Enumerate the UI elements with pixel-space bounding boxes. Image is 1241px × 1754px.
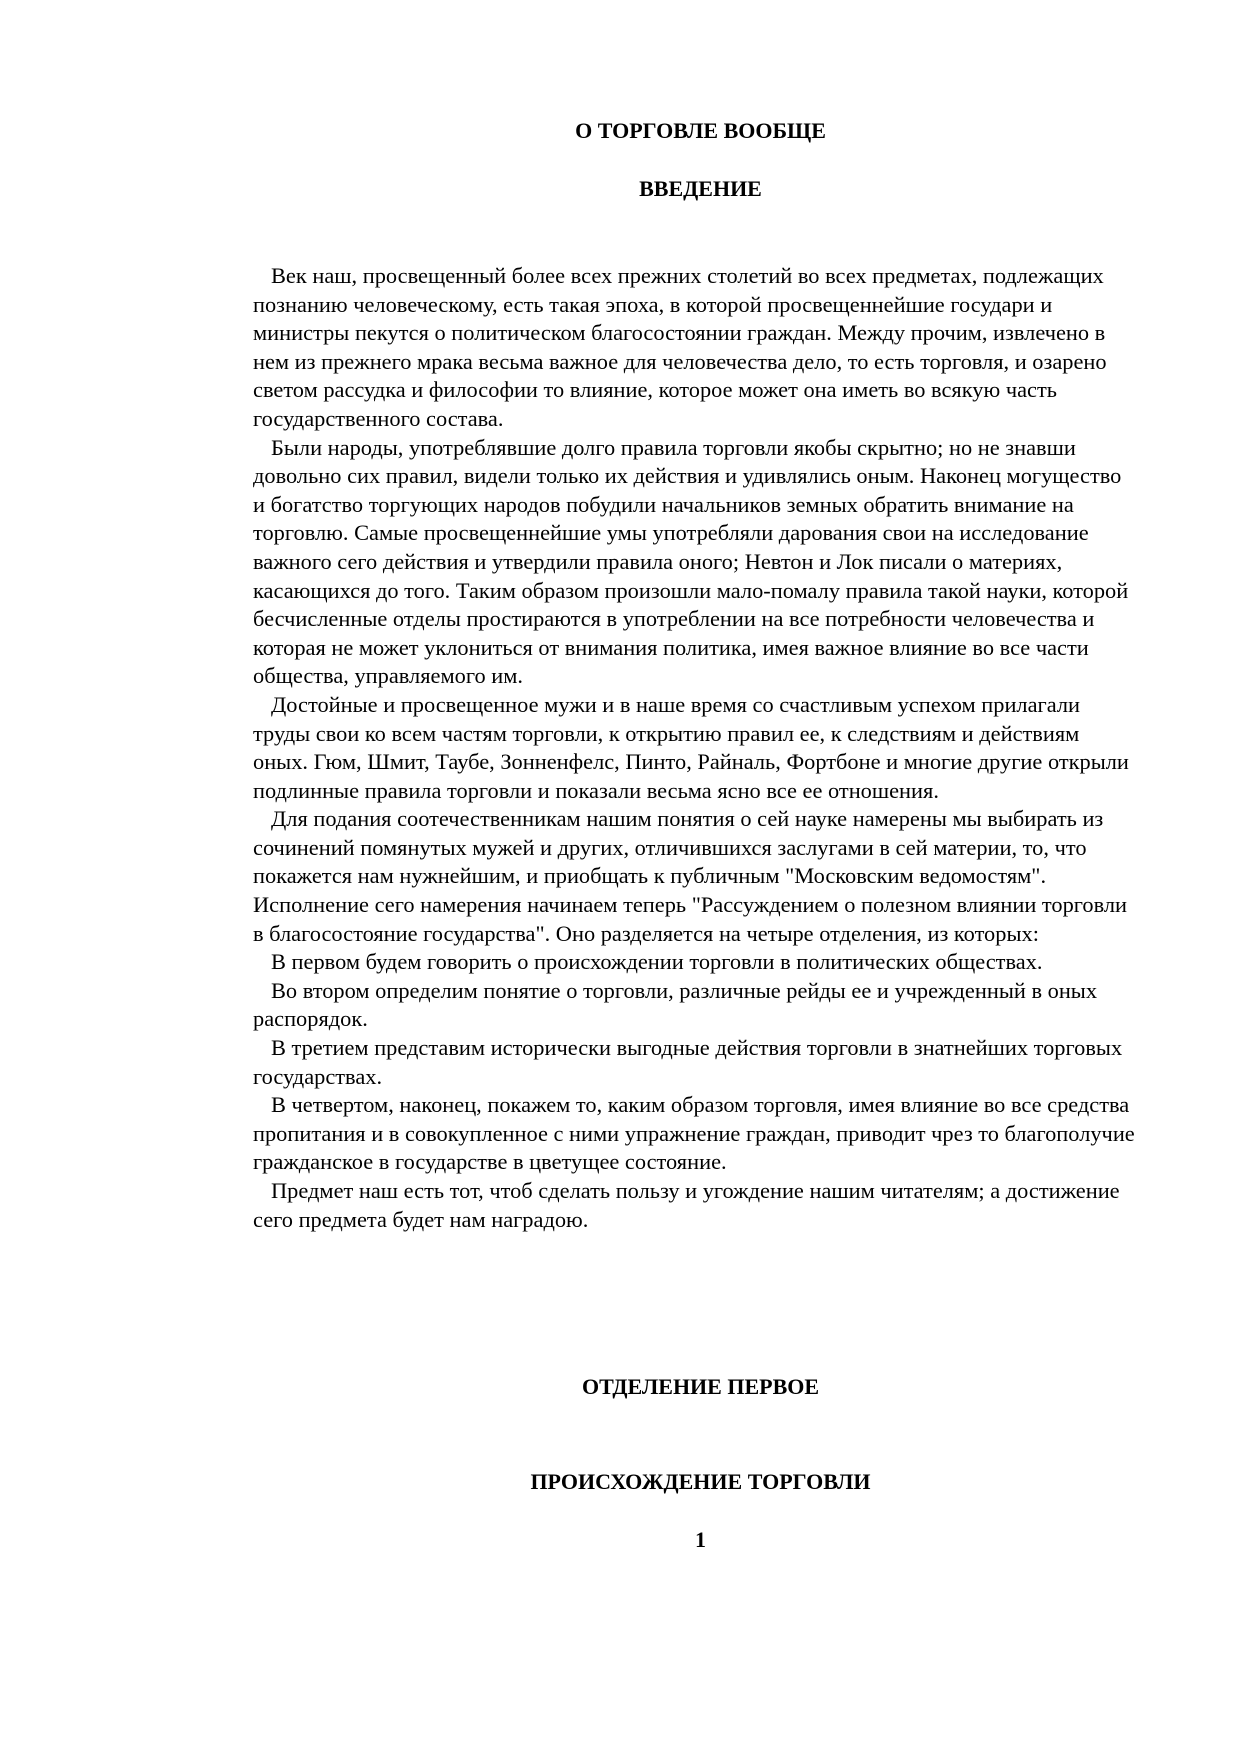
paragraph: Предмет наш есть тот, чтоб сделать пользу и угождение нашим читателям; а достижение сего предмета будет нам наградою. [253,1178,1120,1232]
subsection-number: 1 [695,1527,706,1552]
document-title: О ТОРГОВЛЕ ВООБЩЕ [575,118,826,143]
intro-heading: ВВЕДЕНИЕ [639,176,762,201]
paragraph: Век наш, просвещенный более всех прежних столетий во всех предметах, подлежащих познанию человеческому, есть такая эпоха, в которой просвещеннейшие государи и министры пекутся о политическом благосостоянии граждан. Между прочим, извлечено в нем из прежнего мрака весьма важное для человечества дело, то есть торговля, и озарено светом рассудка и философии то влияние, которое может она иметь во всякую часть государственного состава. [253,263,1107,431]
paragraph: Достойные и просвещенное мужи и в наше время со счастливым успехом прилагали труды свои ко всем частям торговли, к открытию правил ее, к следствиям и действиям оных. Гюм, Шмит, Таубе, Зонненфелс, Пинто, Райналь, Фортбоне и многие другие открыли подлинные правила торговли и показали весьма ясно все ее отношения. [253,691,1129,803]
section-heading: ОТДЕЛЕНИЕ ПЕРВОЕ [581,1374,820,1399]
paragraph: Были народы, употреблявшие долго правила торговли якобы скрытно; но не знавши довольно сих правил, видели только их действия и удивлялись оным. Наконец могущество и богатство торгующих народов побудили начальников земных обратить внимание на торговлю. Самые просвещеннейшие умы употребляли дарования свои на исследование важного сего действия и утвердили правила оного; Невтон и Лок писали о материях, касающихся до того. Таким образом произошли мало-помалу правила такой науки, которой бесчисленные отделы простираются в употреблении на все потребности человечества и которая не может уклониться от внимания политика, имея важное влияние во все части общества, управляемого им. [253,434,1129,689]
subsection-heading: ПРОИСХОЖДЕНИЕ ТОРГОВЛИ [530,1469,871,1494]
paragraph: Для подания соотечественникам нашим понятия о сей науке намерены мы выбирать из сочинений помянутых мужей и других, отличившихся заслугами в сей материи, то, что покажется нам нужнейшим, и приобщать к публичным "Московским ведомостям". Исполнение сего намерения начинаем теперь "Рассуждением о полезном влиянии торговли в благосостояние государства". Оно разделяется на четыре отделения, из которых: [253,806,1128,946]
paragraph: Во втором определим понятие о торговли, различные рейды ее и учрежденный в оных распорядок. [253,977,1098,1032]
paragraph: В третием представим исторически выгодные действия торговли в знатнейших торговых государствах. [253,1035,1123,1089]
body-text [253,262,1138,1234]
paragraph: В четвертом, наконец, покажем то, каким образом торговля, имея влияние во все средства пропитания и в совокупленное с ними упражнение граждан, приводит чрез то благополучие гражданское в государстве в цветущее состояние. [253,1092,1135,1175]
paragraph: В первом будем говорить о происхождении торговли в политических обществах. [271,949,1043,975]
